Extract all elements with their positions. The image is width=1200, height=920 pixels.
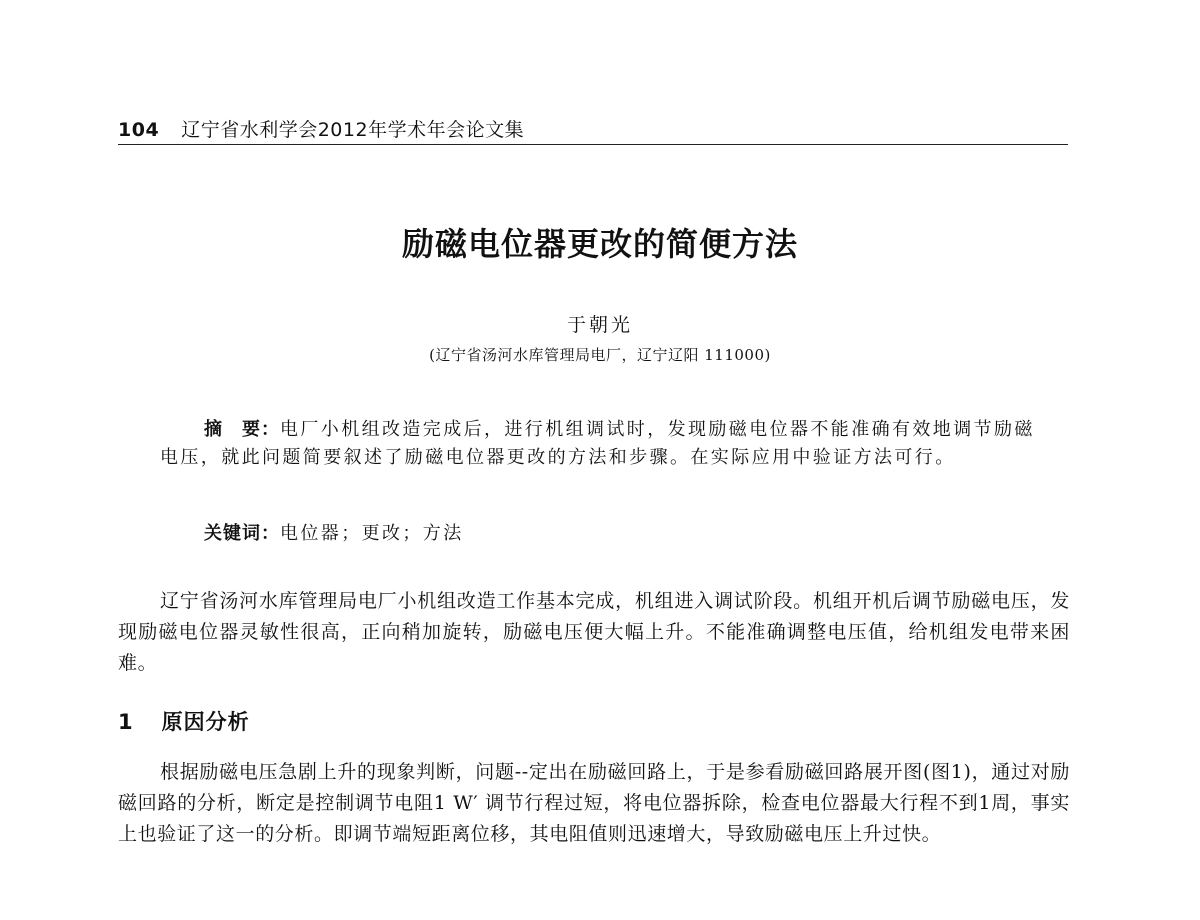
section-number: 1 [118,710,134,734]
abstract-label: 摘 要： [204,419,280,440]
abstract [160,416,1040,472]
keywords-label: 关键词： [204,523,280,544]
keywords [204,520,1004,548]
proceedings-title: 辽宁省水利学会2012年学术年会论文集 [181,119,525,141]
running-header [118,118,1068,145]
section-heading [118,708,250,736]
section-title: 原因分析 [161,710,250,734]
author-name: 于朝光 [566,314,633,336]
cause-analysis-paragraph: 根据励磁电压急剧上升的现象判断，问题--定出在励磁回路上，于是参看励磁回路展开图(图1)，通过对励磁回路的分析，断定是控制调节电阻1 W′ 调节行程过短，将电位器拆除，检查电位器最大行程不到1周，事实上也验证了这一的分析。即调节端短距离位移，其电阻值则迅速增大，导致励磁电压上升过快。 [118,761,1070,845]
keywords-text: 电位器；更改；方法 [280,523,464,544]
author-affiliation: (辽宁省汤河水库管理局电厂，辽宁辽阳 111000) [429,346,771,364]
article-title: 励磁电位器更改的简便方法 [401,225,798,263]
intro-paragraph: 辽宁省汤河水库管理局电厂小机组改造工作基本完成，机组进入调试阶段。机组开机后调节励磁电压，发现励磁电位器灵敏性很高，正向稍加旋转，励磁电压便大幅上升。不能准确调整电压值，给机组发电带来困难。 [118,590,1070,674]
page-number: 104 [118,119,160,141]
abstract-text: 电厂小机组改造完成后，进行机组调试时，发现励磁电位器不能准确有效地调节励磁电压，就此问题简要叙述了励磁电位器更改的方法和步骤。在实际应用中验证方法可行。 [160,419,1035,468]
